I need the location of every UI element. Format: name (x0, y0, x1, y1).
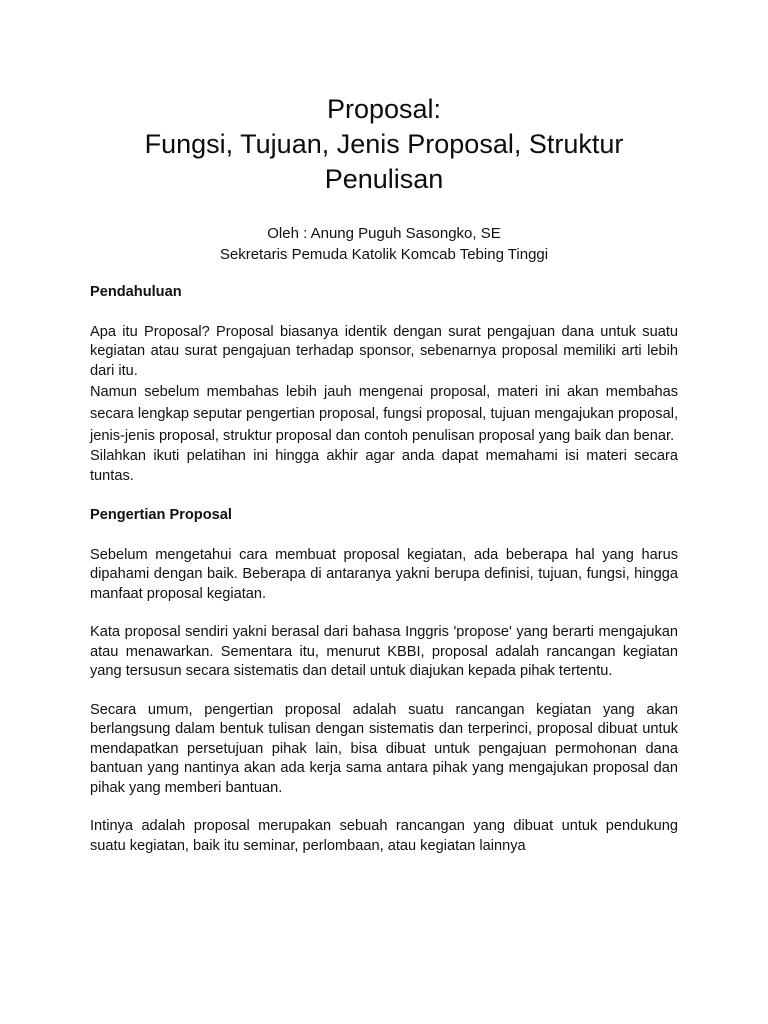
section-heading: Pendahuluan (90, 284, 182, 300)
title-line: Fungsi, Tujuan, Jenis Proposal, Struktur (144, 129, 624, 159)
affiliation-line: Sekretaris Pemuda Katolik Komcab Tebing Tinggi (219, 246, 549, 263)
paragraph: Namun sebelum membahas lebih jauh mengenai proposal, materi ini akan membahas secara lengkap seputar pengertian proposal, fungsi proposal, tujuan mengajukan proposal, jenis-jenis proposal, struktur proposal dan contoh penulisan proposal yang baik dan benar. (90, 384, 678, 444)
title-line: Proposal: (326, 94, 442, 124)
paragraph: Silahkan ikuti pelatihan ini hingga akhir agar anda dapat memahami isi materi secara tuntas. (90, 448, 678, 484)
paragraph: Sebelum mengetahui cara membuat proposal kegiatan, ada beberapa hal yang harus dipahami dengan baik. Beberapa di antaranya yakni berupa definisi, tujuan, fungsi, hingga manfaat proposal kegiatan. (90, 546, 678, 602)
paragraph: Kata proposal sendiri yakni berasal dari bahasa Inggris 'propose' yang berarti mengajukan atau menawarkan. Sementara itu, menurut KBBI, proposal adalah rancangan kegiatan yang tersusun secara sistematis dan detail untuk diajukan kepada pihak tertentu. (90, 624, 678, 679)
paragraph: Intinya adalah proposal merupakan sebuah rancangan yang dibuat untuk pendukung suatu kegiatan, baik itu seminar, perlombaan, atau kegiatan lainnya (90, 818, 678, 854)
author-line: Oleh : Anung Puguh Sasongko, SE (267, 225, 501, 242)
document-title (60, 92, 708, 197)
paragraph: Apa itu Proposal? Proposal biasanya identik dengan surat pengajuan dana untuk suatu kegiatan atau surat pengajuan terhadap sponsor, sebenarnya proposal memiliki arti lebih dari itu. (90, 323, 678, 379)
document-body (90, 283, 678, 856)
paragraph: Secara umum, pengertian proposal adalah suatu rancangan kegiatan yang akan berlangsung dalam bentuk tulisan dengan sistematis dan terperinci, proposal dibuat untuk mendapatkan persetujuan pihak lain, bisa dibuat untuk pengajuan permohonan dana bantuan yang nantinya akan ada kerja sama antara pihak yang mengajukan proposal dan pihak yang memberi bantuan. (90, 701, 678, 796)
title-line: Penulisan (324, 164, 444, 194)
byline (60, 223, 708, 265)
section-heading: Pengertian Proposal (90, 507, 232, 523)
